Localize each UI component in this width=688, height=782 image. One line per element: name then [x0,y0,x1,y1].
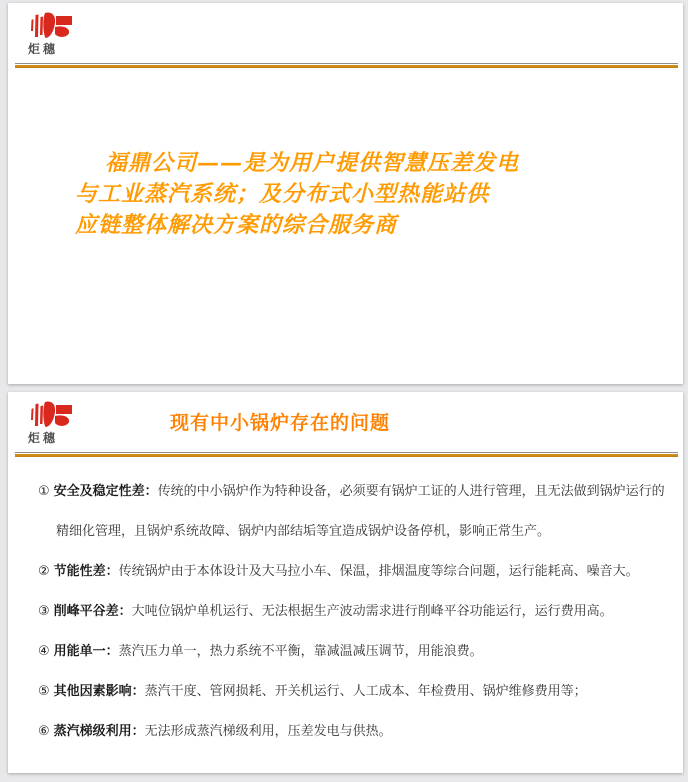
slide-1-header [8,3,683,63]
logo-wordmark: 炬穗 [28,42,59,56]
item-number: ③ [38,603,50,618]
company-logo [28,400,88,444]
item-text: 传统锅炉由于本体设计及大马拉小车、保温，排烟温度等综合问题，运行能耗高、噪音大。 [118,563,639,578]
slide-1 [8,3,683,384]
logo-wordmark: 炬穗 [28,431,59,445]
heading-line: 与工业蒸汽系统；及分布式小型热能站供 [75,181,490,207]
item-text: 传统的中小锅炉作为特种设备，必须要有锅炉工证的人进行管理，且无法做到锅炉运行的精细化管理，且锅炉系统故障、锅炉内部结垢等宜造成锅炉设备停机，影响正常生产。 [56,483,665,538]
list-item [38,471,665,551]
company-logo [28,11,88,55]
list-item [38,631,665,671]
item-label: 安全及稳定性差： [53,483,158,498]
slide-1-heading [75,148,623,241]
item-text: 大吨位锅炉单机运行、无法根据生产波动需求进行削峰平谷功能运行，运行费用高。 [131,603,613,618]
item-text: 无法形成蒸汽梯级利用，压差发电与供热。 [144,723,392,738]
item-label: 蒸汽梯级利用： [53,723,145,738]
list-item [38,551,665,591]
item-label: 节能性差： [53,563,119,578]
torch-logo-icon [30,400,74,432]
list-item [38,671,665,711]
slide-2-header [8,392,683,452]
list-item [38,711,665,751]
item-label: 削峰平谷差： [53,603,132,618]
issues-list [38,471,665,751]
item-text: 蒸汽干度、管网损耗、开关机运行、人工成本、年检费用、锅炉维修费用等； [144,683,587,698]
item-number: ① [38,483,50,498]
slide-2-title: 现有中小锅炉存在的问题 [170,413,391,434]
item-number: ⑤ [38,683,50,698]
heading-line: 应链整体解决方案的综合服务商 [75,212,398,238]
item-text: 蒸汽压力单一，热力系统不平衡，靠减温减压调节，用能浪费。 [118,643,483,658]
item-label: 用能单一： [53,643,119,658]
gold-divider-rule [15,63,678,68]
item-label: 其他因素影响： [53,683,145,698]
item-number: ④ [38,643,50,658]
heading-line: 福鼎公司——是为用户提供智慧压差发电 [105,150,520,176]
item-number: ⑥ [38,723,50,738]
list-item [38,591,665,631]
slide-2 [8,392,683,773]
item-number: ② [38,563,50,578]
gold-divider-rule [15,452,678,457]
torch-logo-icon [30,11,74,43]
